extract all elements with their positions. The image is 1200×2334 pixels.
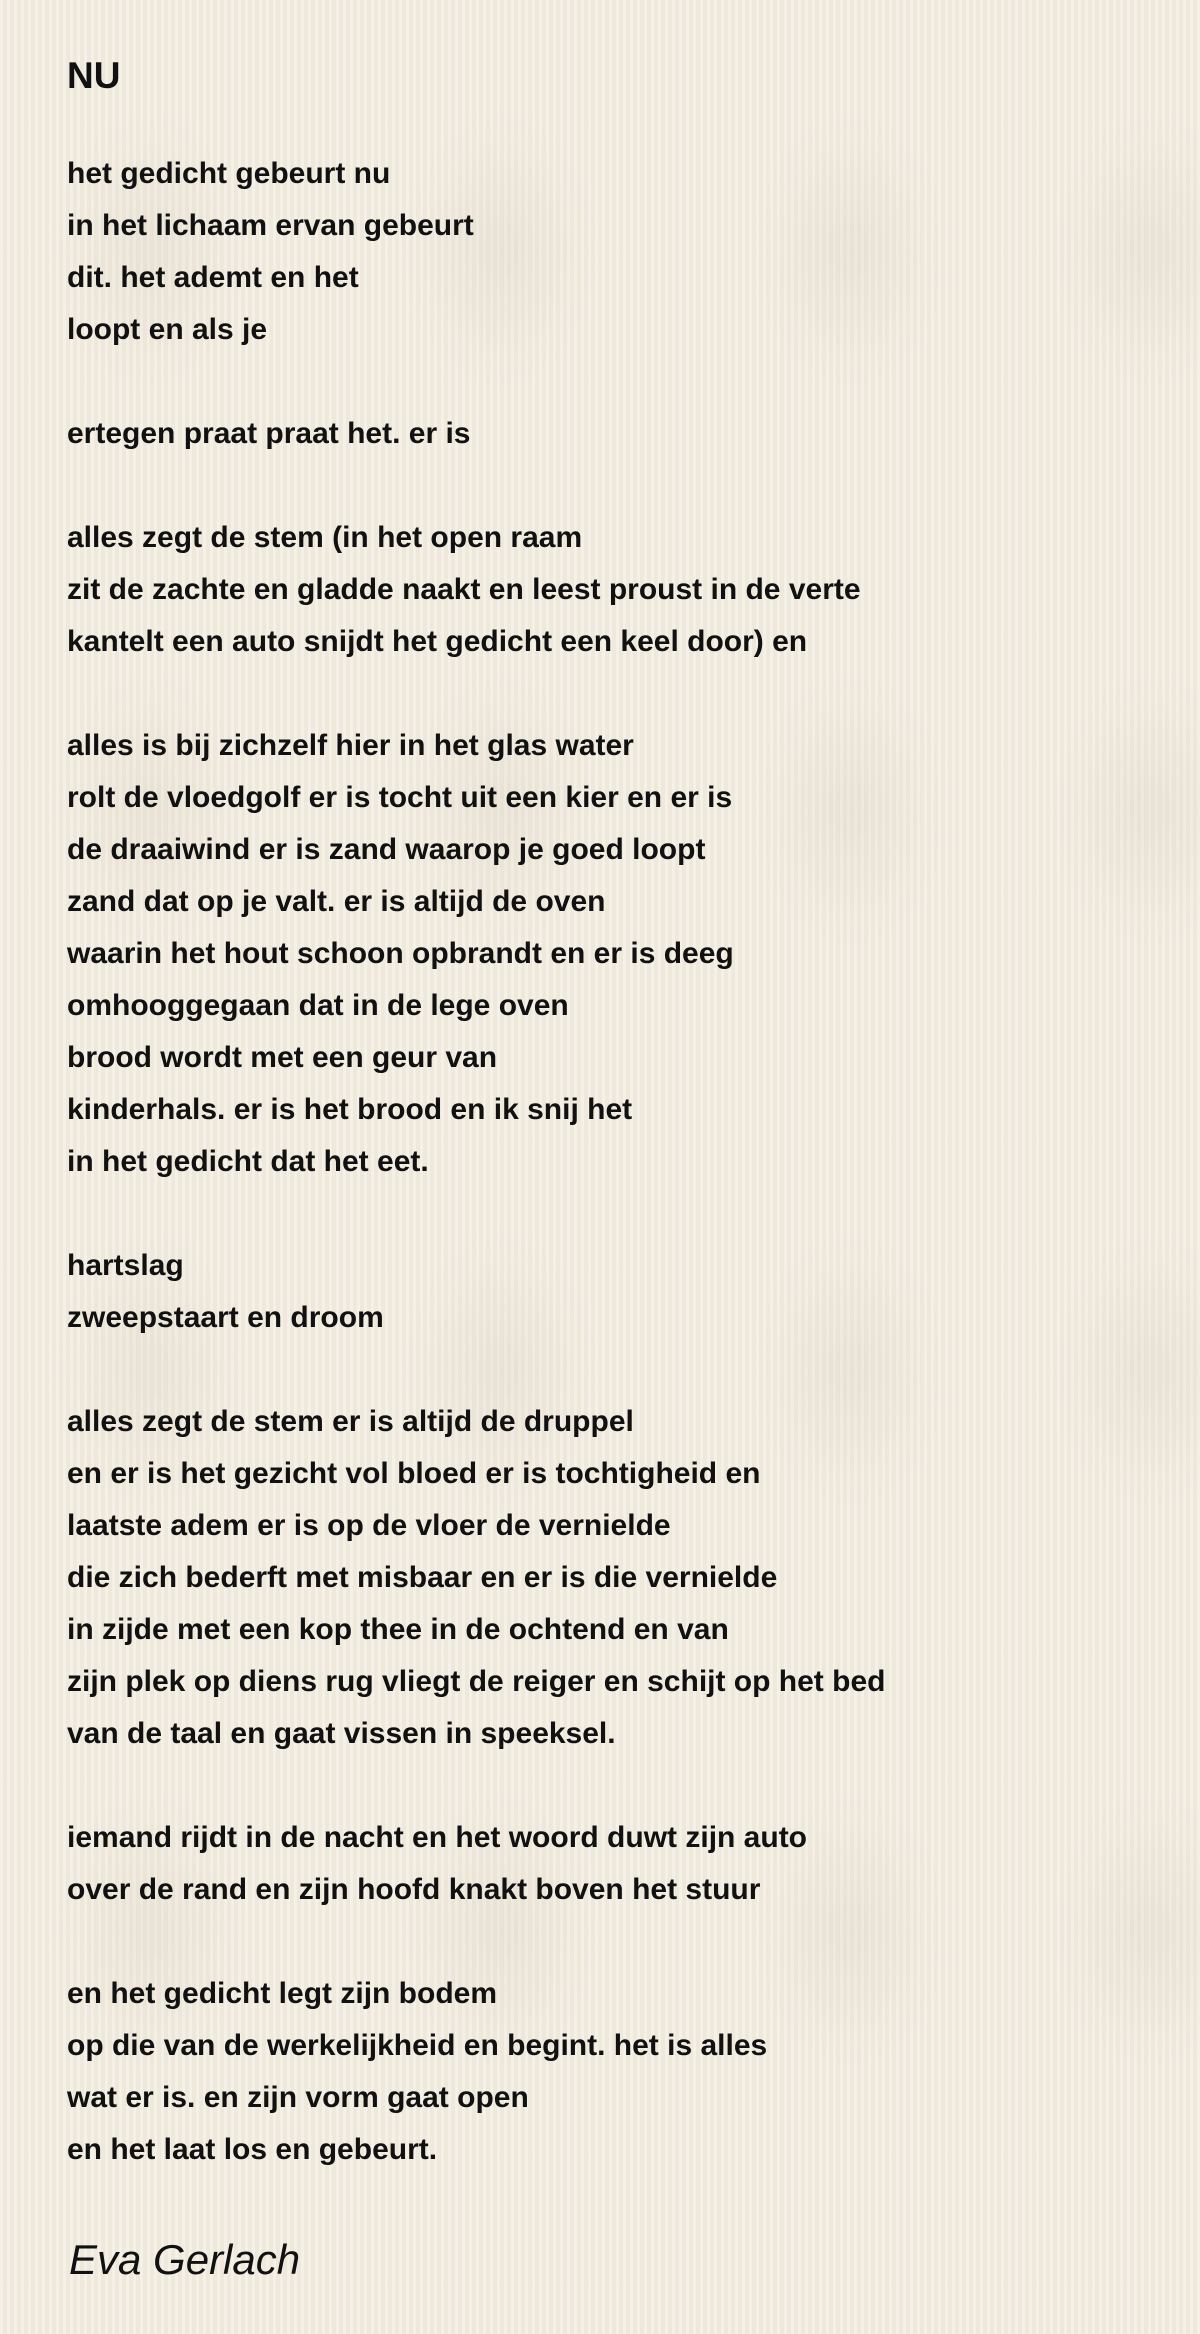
poem-line: de draaiwind er is zand waarop je goed loopt xyxy=(67,833,706,866)
poem-author: Eva Gerlach xyxy=(69,2236,301,2283)
poem-line: ertegen praat praat het. er is xyxy=(67,417,471,450)
poem-line: die zich bederft met misbaar en er is die vernielde xyxy=(67,1561,778,1594)
poem-line: zweepstaart en droom xyxy=(67,1301,384,1334)
poem-line: in het lichaam ervan gebeurt xyxy=(67,209,474,242)
poem-line: loopt en als je xyxy=(67,313,268,346)
poem-line: kantelt een auto snijdt het gedicht een keel door) en xyxy=(67,625,808,658)
poem-body xyxy=(67,148,1147,2176)
poem-line: alles zegt de stem (in het open raam xyxy=(67,521,583,554)
poem-line: zand dat op je valt. er is altijd de oven xyxy=(67,885,606,918)
poem-line: en het laat los en gebeurt. xyxy=(67,2133,438,2166)
poem-line: alles is bij zichzelf hier in het glas water xyxy=(67,729,634,762)
poem-stanza xyxy=(67,1968,1147,2176)
poem-stanza xyxy=(67,408,1147,460)
poem-line: kinderhals. er is het brood en ik snij het xyxy=(67,1093,633,1126)
poem-line: rolt de vloedgolf er is tocht uit een kier en er is xyxy=(67,781,733,814)
poem-line: het gedicht gebeurt nu xyxy=(67,157,391,190)
poem-line: zit de zachte en gladde naakt en leest proust in de verte xyxy=(67,573,861,606)
poem-line: wat er is. en zijn vorm gaat open xyxy=(67,2081,529,2114)
poem-line: en het gedicht legt zijn bodem xyxy=(67,1977,498,2010)
poem-stanza xyxy=(67,148,1147,356)
poem-line: zijn plek op diens rug vliegt de reiger en schijt op het bed xyxy=(67,1665,886,1698)
poem-title: NU xyxy=(67,55,121,96)
poem-line: omhooggegaan dat in de lege oven xyxy=(67,989,569,1022)
poem-line: in het gedicht dat het eet. xyxy=(67,1145,429,1178)
poem-line: waarin het hout schoon opbrandt en er is deeg xyxy=(67,937,734,970)
poem-line: laatste adem er is op de vloer de vernielde xyxy=(67,1509,671,1542)
poem-line: iemand rijdt in de nacht en het woord duwt zijn auto xyxy=(67,1821,808,1854)
poem-line: alles zegt de stem er is altijd de druppel xyxy=(67,1405,634,1438)
poem-line: in zijde met een kop thee in de ochtend en van xyxy=(67,1613,729,1646)
poem-line: hartslag xyxy=(67,1249,184,1282)
poem-line: van de taal en gaat vissen in speeksel. xyxy=(67,1717,616,1750)
poem-stanza xyxy=(67,512,1147,668)
poem-stanza xyxy=(67,1240,1147,1344)
poem-line: over de rand en zijn hoofd knakt boven het stuur xyxy=(67,1873,761,1906)
poem-line: op die van de werkelijkheid en begint. het is alles xyxy=(67,2029,768,2062)
poem-line: brood wordt met een geur van xyxy=(67,1041,498,1074)
poem-stanza xyxy=(67,1396,1147,1760)
poem-line: en er is het gezicht vol bloed er is tochtigheid en xyxy=(67,1457,761,1490)
poem-stanza xyxy=(67,720,1147,1188)
poem-line: dit. het ademt en het xyxy=(67,261,359,294)
poem-stanza xyxy=(67,1812,1147,1916)
